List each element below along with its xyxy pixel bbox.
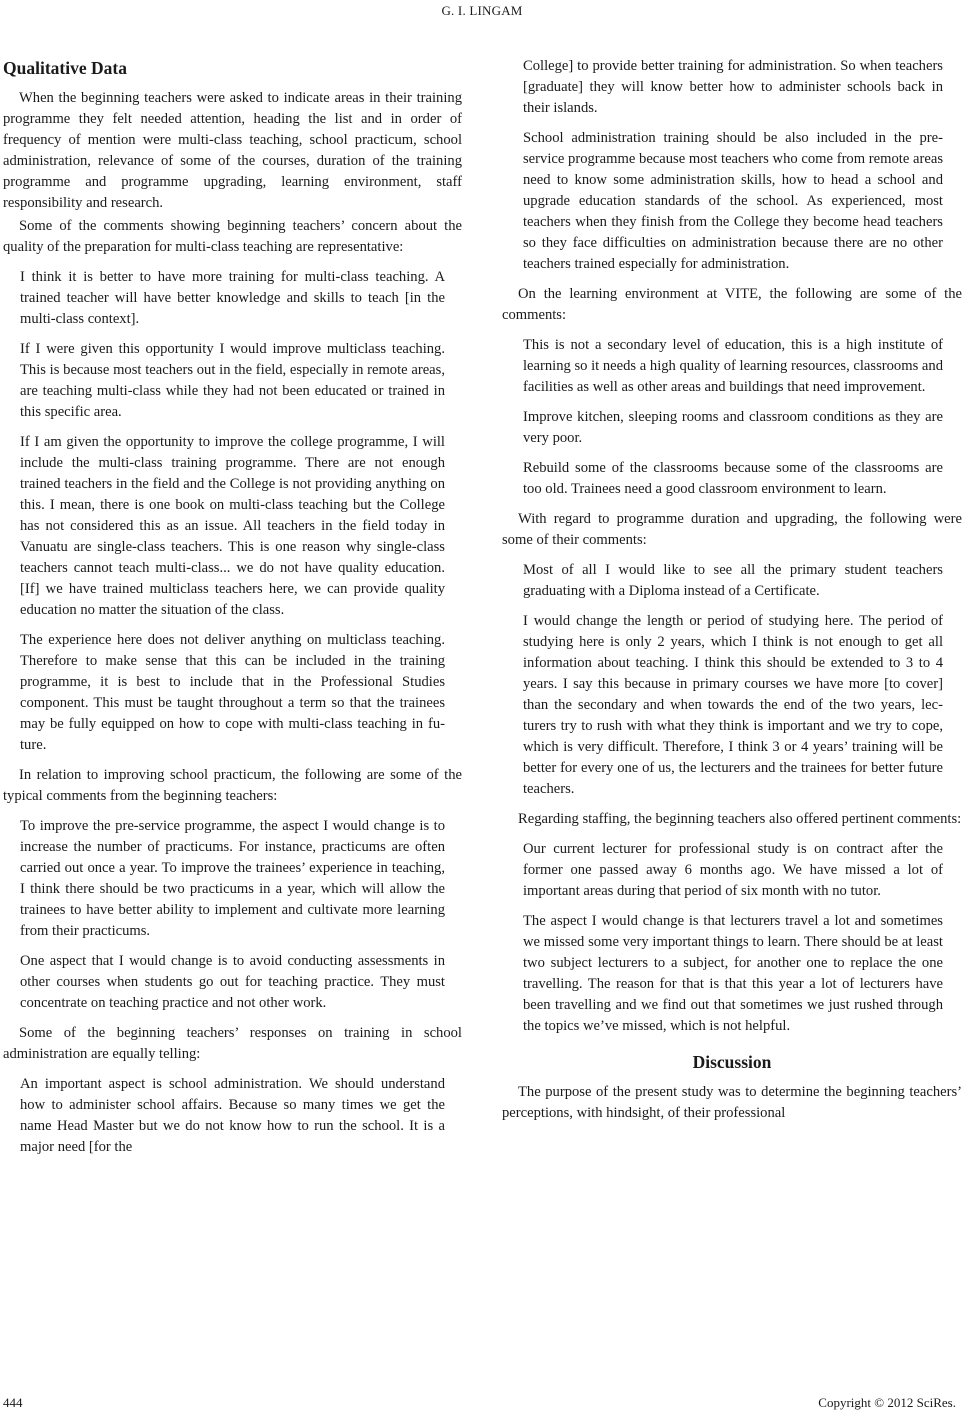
block-quote: One aspect that I would change is to avoid conducting assessments in other courses when students go out for teaching practice. They must concentrate on teaching practice and not other work. [20, 953, 445, 1011]
paragraph: When the beginning teachers were asked to indicate areas in their training programme they felt needed attention, heading the list and in order of frequency of mention were multi-class teaching, school practicum, school administration, relevance of some of the courses, duration of the training programme and programme upgrading, learning environment, staff responsibility and research. [3, 90, 462, 211]
right-column [502, 56, 962, 1126]
block-quote: Our current lecturer for professional study is on contract after the former one passed away 6 months ago. We have missed a lot of important areas during that period of six month with no tutor. [523, 841, 943, 899]
block-quote: Improve kitchen, sleeping rooms and classroom conditions as they are very poor. [523, 409, 943, 446]
block-quote: Most of all I would like to see all the primary student teachers graduating with a Diploma instead of a Certificate. [523, 562, 943, 599]
block-quote: If I were given this opportunity I would improve multiclass teaching. This is because most teachers out in the field, especially in remote areas, are teaching multi-class while they had not been educated or trained in this specific area. [20, 341, 445, 420]
paragraph: With regard to programme duration and upgrading, the following were some of their comments: [502, 511, 962, 548]
paragraph: On the learning environment at VITE, the following are some of the comments: [502, 286, 962, 323]
paragraph: Regarding staffing, the beginning teachers also offered pertinent comments: [518, 811, 962, 827]
block-quote: An important aspect is school administration. We should understand how to administer school affairs. Because so many times we get the name Head Master but we do not know how to run the school. It is a major need [for the [20, 1076, 445, 1155]
block-quote: This is not a secondary level of education, this is a high institute of learning so it needs a high quality of learning resources, classrooms and facilities as well as other areas and buildings that need improvement. [523, 337, 943, 395]
left-column [3, 52, 462, 1167]
paragraph: The purpose of the present study was to determine the beginning teachers’ perceptions, with hindsight, of their professional [502, 1084, 962, 1121]
paragraph: Some of the comments showing beginning teachers’ concern about the quality of the preparation for multi-class teaching are representative: [3, 218, 462, 255]
block-quote: I think it is better to have more training for multi-class teaching. A trained teacher will have better knowledge and skills to teach [in the multi-class context]. [20, 269, 445, 327]
block-quote: If I am given the opportunity to improve the college programme, I will include the multi-class training programme. There are not enough trained teachers in the field and the College is not providing anything on this. I mean, there is one book on multi-class teaching but the College has not considered this as an issue. All teachers in the field today in Vanuatu are single-class teachers. This is one reason why single-class teachers cannot teach multi-class... we do not have quality education. [If] we have trained multiclass teachers here, we can provide quality education no matter the situation of the class. [20, 434, 445, 618]
copyright-notice: Copyright © 2012 SciRes. [818, 1395, 956, 1410]
page-number: 444 [3, 1395, 23, 1410]
paragraph: Some of the beginning teachers’ responses on training in school administration are equally telling: [3, 1025, 462, 1062]
paragraph: In relation to improving school practicum, the following are some of the typical comments from the beginning teachers: [3, 767, 462, 804]
block-quote: College] to provide better training for administration. So when teachers [graduate] they will know better how to administer schools back in their islands. [523, 58, 943, 116]
section-title-qualitative-data: Qualitative Data [3, 58, 127, 78]
block-quote: The experience here does not deliver anything on multiclass teaching. Therefore to make sense that this can be included in the training programme, it is best to include that in the Professional Studies component. This must be taught throughout a term so that the trainees may be fully equipped on how to cope with multi-class teaching in future. [20, 632, 445, 753]
section-title-discussion: Discussion [692, 1052, 772, 1072]
block-quote: To improve the pre-service programme, the aspect I would change is to increase the number of practicums. For instance, practicums are often carried out once a year. To improve the trainees’ experience in teaching, I think there should be two practicums in a year, which will allow the trainees to have better ability to implement and cultivate more learning from their practicums. [20, 818, 445, 939]
block-quote: Rebuild some of the classrooms because some of the classrooms are too old. Trainees need a good classroom environment to learn. [523, 460, 943, 497]
block-quote: School administration training should be also included in the pre-service programme because most teachers who come from remote areas need to know some administration skills, how to head a school and upgrade education standards of the school. As experienced, most teachers when they finish from the College they become head teachers so they face difficulties on administration because there are no other teachers trained especially for administration. [523, 130, 943, 272]
block-quote: I would change the length or period of studying here. The period of studying here is only 2 years, which I think is not enough to get all information about teaching. I think this should be extended to 3 to 4 years. I say this because in primary courses we have more [to cover] than the secondary and when towards the end of the two years, lecturers try to rush with what they think is important and we try to cope, which is very difficult. Therefore, I think 3 or 4 years’ training will be better for every one of us, the lecturers and the trainees for better future teachers. [523, 613, 943, 797]
block-quote: The aspect I would change is that lecturers travel a lot and sometimes we missed some very important things to learn. There should be at least two subject lecturers to a subject, for another one to replace the one travelling. The reason for that is that this year a lot of lecturers have been travelling and we find out that sometimes we just rushed through the topics we’ve missed, which is not helpful. [523, 913, 943, 1034]
running-header: G. I. LINGAM [441, 3, 523, 18]
